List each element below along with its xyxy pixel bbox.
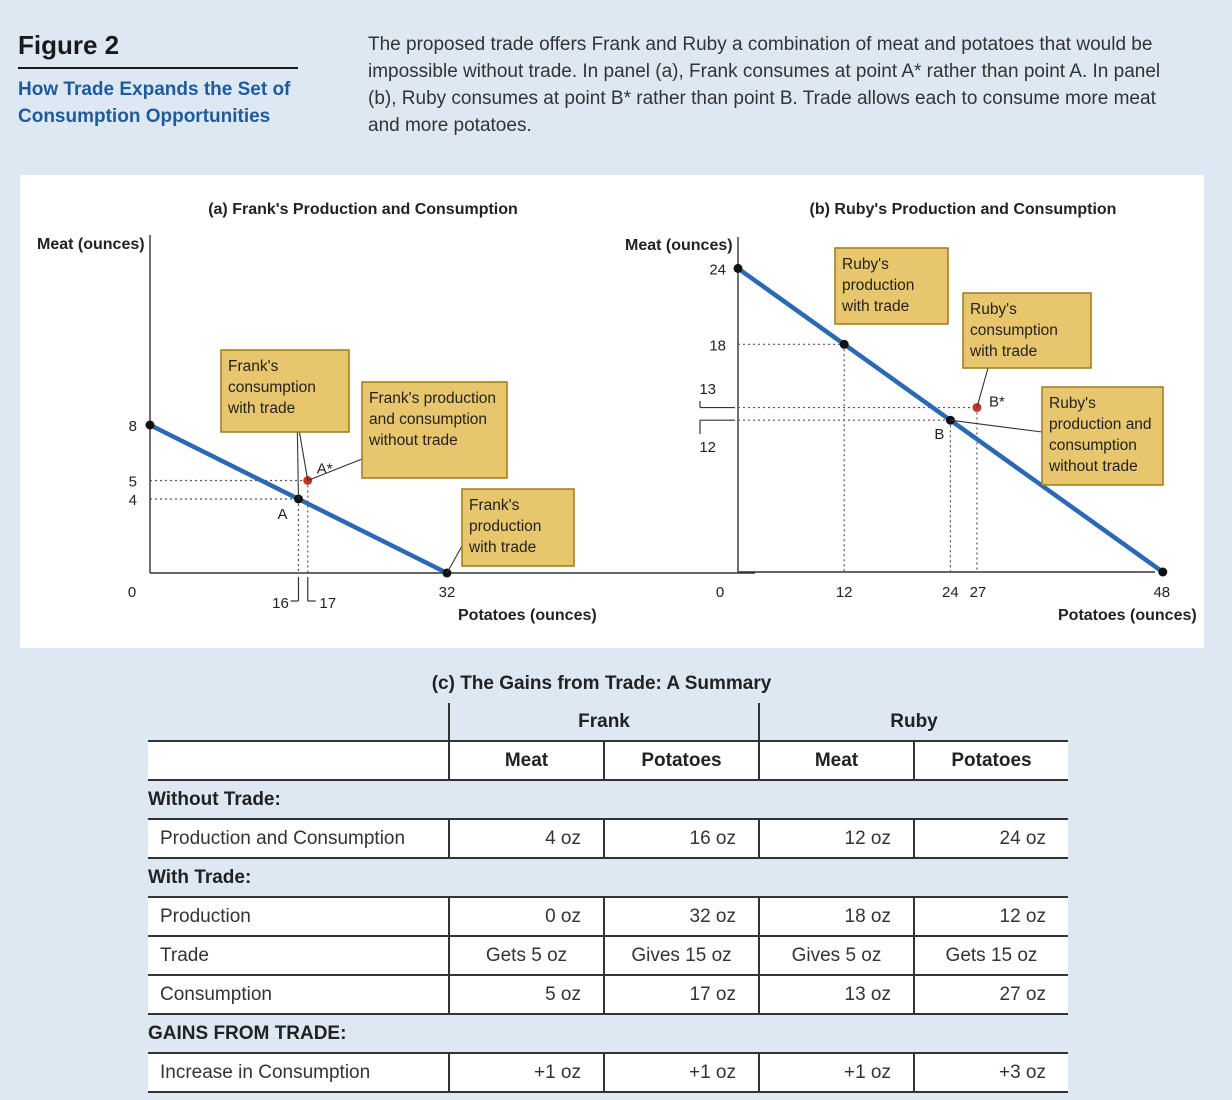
table-cell: +3 oz (914, 1053, 1068, 1092)
table-person-header (148, 703, 1068, 741)
table-title: (c) The Gains from Trade: A Summary (431, 673, 772, 694)
table-cell: 18 oz (759, 897, 914, 936)
table-cell: 13 oz (759, 975, 914, 1014)
table-cell: 4 oz (449, 819, 604, 858)
person-header-frank: Frank (449, 703, 759, 741)
table-cell: 32 oz (604, 897, 759, 936)
x-tick-label: 0 (715, 584, 725, 601)
y-tick-label: 4 (128, 492, 137, 509)
row-label: Trade (148, 936, 449, 975)
table-cell: 24 oz (914, 819, 1068, 858)
x-tick-label: 24 (942, 584, 959, 601)
section-heading: With Trade: (148, 866, 252, 888)
figure-title-rule (18, 67, 298, 69)
gains-summary-table (148, 703, 1068, 1093)
callout-ruby-without-trade-text: production and (1049, 416, 1152, 433)
panel-b-ylabel: Meat (ounces) (625, 237, 733, 254)
callout-ruby-consumption-with-trade-text: with trade (970, 343, 1038, 360)
callout-frank-consumption-with-trade-text: consumption (228, 379, 316, 396)
point-label-a-star: A* (316, 460, 333, 478)
table-cell: 12 oz (759, 819, 914, 858)
callout-ruby-production-with-trade-text: Ruby's (842, 256, 889, 273)
x-tick-label: 12 (835, 584, 853, 601)
panel-a-ylabel: Meat (ounces) (37, 236, 145, 253)
row-label: Production and Consumption (148, 819, 449, 858)
table-row (148, 897, 1068, 936)
figure-caption: The proposed trade offers Frank and Ruby a combination of meat and potatoes that would be impossible without trade. In panel (a), Frank consumes at point A* rather than point A. In panel (b), Ruby consumes at point B* rather than point B. Trade allows each to consume more meat and more potatoes. (368, 34, 1161, 136)
table-cell: Gives 5 oz (759, 936, 914, 975)
table-cell: Gets 5 oz (449, 936, 604, 975)
y-tick-label: 5 (128, 473, 137, 491)
table-cell: Gets 15 oz (914, 936, 1068, 975)
figure-subtitle: How Trade Expands the Set of Consumption Opportunities (18, 79, 291, 127)
table-row (148, 975, 1068, 1014)
x-tick-label: 0 (127, 584, 137, 601)
row-label: Consumption (148, 975, 449, 1014)
ruby-point (734, 264, 743, 273)
callout-ruby-production-with-trade-text: production (842, 277, 915, 294)
col-header: Potatoes (914, 741, 1068, 780)
col-header: Potatoes (604, 741, 759, 780)
table-cell: +1 oz (759, 1053, 914, 1092)
table-row (148, 936, 1068, 975)
callout-frank-production-with-trade-text: production (469, 518, 542, 535)
y-tick-label: 24 (709, 261, 726, 279)
callout-frank-without-trade-text: and consumption (369, 411, 488, 428)
table-column-header (148, 741, 1068, 780)
row-label: Increase in Consumption (148, 1053, 449, 1092)
callout-ruby-without-trade-text: Ruby's (1049, 395, 1096, 412)
table-cell: 17 oz (604, 975, 759, 1014)
panel-a-xlabel: Potatoes (ounces) (458, 607, 597, 624)
col-header: Meat (449, 741, 604, 780)
table-cell: 16 oz (604, 819, 759, 858)
panel-a-title: (a) Frank's Production and Consumption (208, 201, 518, 218)
y-tick-label: 18 (709, 337, 726, 355)
callout-ruby-consumption-with-trade-text: Ruby's (970, 301, 1017, 318)
row-label: Production (148, 897, 449, 936)
figure-label: Figure 2 (18, 30, 120, 60)
table-cell: 27 oz (914, 975, 1068, 1014)
table-cell: +1 oz (604, 1053, 759, 1092)
section-heading: Without Trade: (148, 788, 281, 810)
ruby-point (840, 340, 849, 349)
x-tick-label: 16 (272, 595, 289, 612)
y-tick-label: 13 (699, 381, 716, 398)
point-label-b-star: B* (988, 393, 1005, 411)
table-cell: 12 oz (914, 897, 1068, 936)
y-tick-label: 12 (699, 439, 716, 456)
callout-ruby-consumption-with-trade-text: consumption (970, 322, 1058, 339)
leader-line (977, 368, 988, 408)
callout-ruby-without-trade-text: without trade (1049, 458, 1138, 475)
callout-frank-consumption-with-trade-text: with trade (228, 400, 296, 417)
callout-frank-production-with-trade-text: with trade (469, 539, 537, 556)
point-label-a: A (277, 506, 288, 523)
leader-line (447, 546, 462, 573)
callout-ruby-without-trade-text: consumption (1049, 437, 1137, 454)
table-cell: 0 oz (449, 897, 604, 936)
table-row (148, 819, 1068, 858)
panel-b-xlabel: Potatoes (ounces) (1058, 607, 1197, 624)
section-heading: GAINS FROM TRADE: (148, 1022, 347, 1044)
table-cell: 5 oz (449, 975, 604, 1014)
x-tick-label: 32 (438, 584, 456, 601)
table-cell: Gives 15 oz (604, 936, 759, 975)
frank-point (146, 421, 155, 430)
person-header-ruby: Ruby (759, 703, 1068, 741)
y-tick-label: 8 (128, 418, 137, 435)
x-tick-label: 17 (319, 595, 337, 612)
col-header: Meat (759, 741, 914, 780)
table-row (148, 1053, 1068, 1092)
callout-frank-without-trade-text: without trade (369, 432, 458, 449)
chart-panel (20, 175, 1204, 648)
ruby-point (1158, 568, 1167, 577)
charts-svg (20, 175, 1204, 648)
x-tick-label: 27 (969, 584, 987, 601)
callout-frank-production-with-trade-text: Frank's (469, 497, 520, 514)
point-label-b: B (934, 426, 945, 444)
callout-frank-without-trade-text: Frank's production (369, 390, 497, 407)
callout-frank-consumption-with-trade-text: Frank's (228, 358, 279, 375)
x-tick-label: 48 (1153, 584, 1171, 601)
callout-ruby-production-with-trade-text: with trade (842, 298, 910, 315)
table-cell: +1 oz (449, 1053, 604, 1092)
panel-b-title: (b) Ruby's Production and Consumption (809, 201, 1117, 218)
